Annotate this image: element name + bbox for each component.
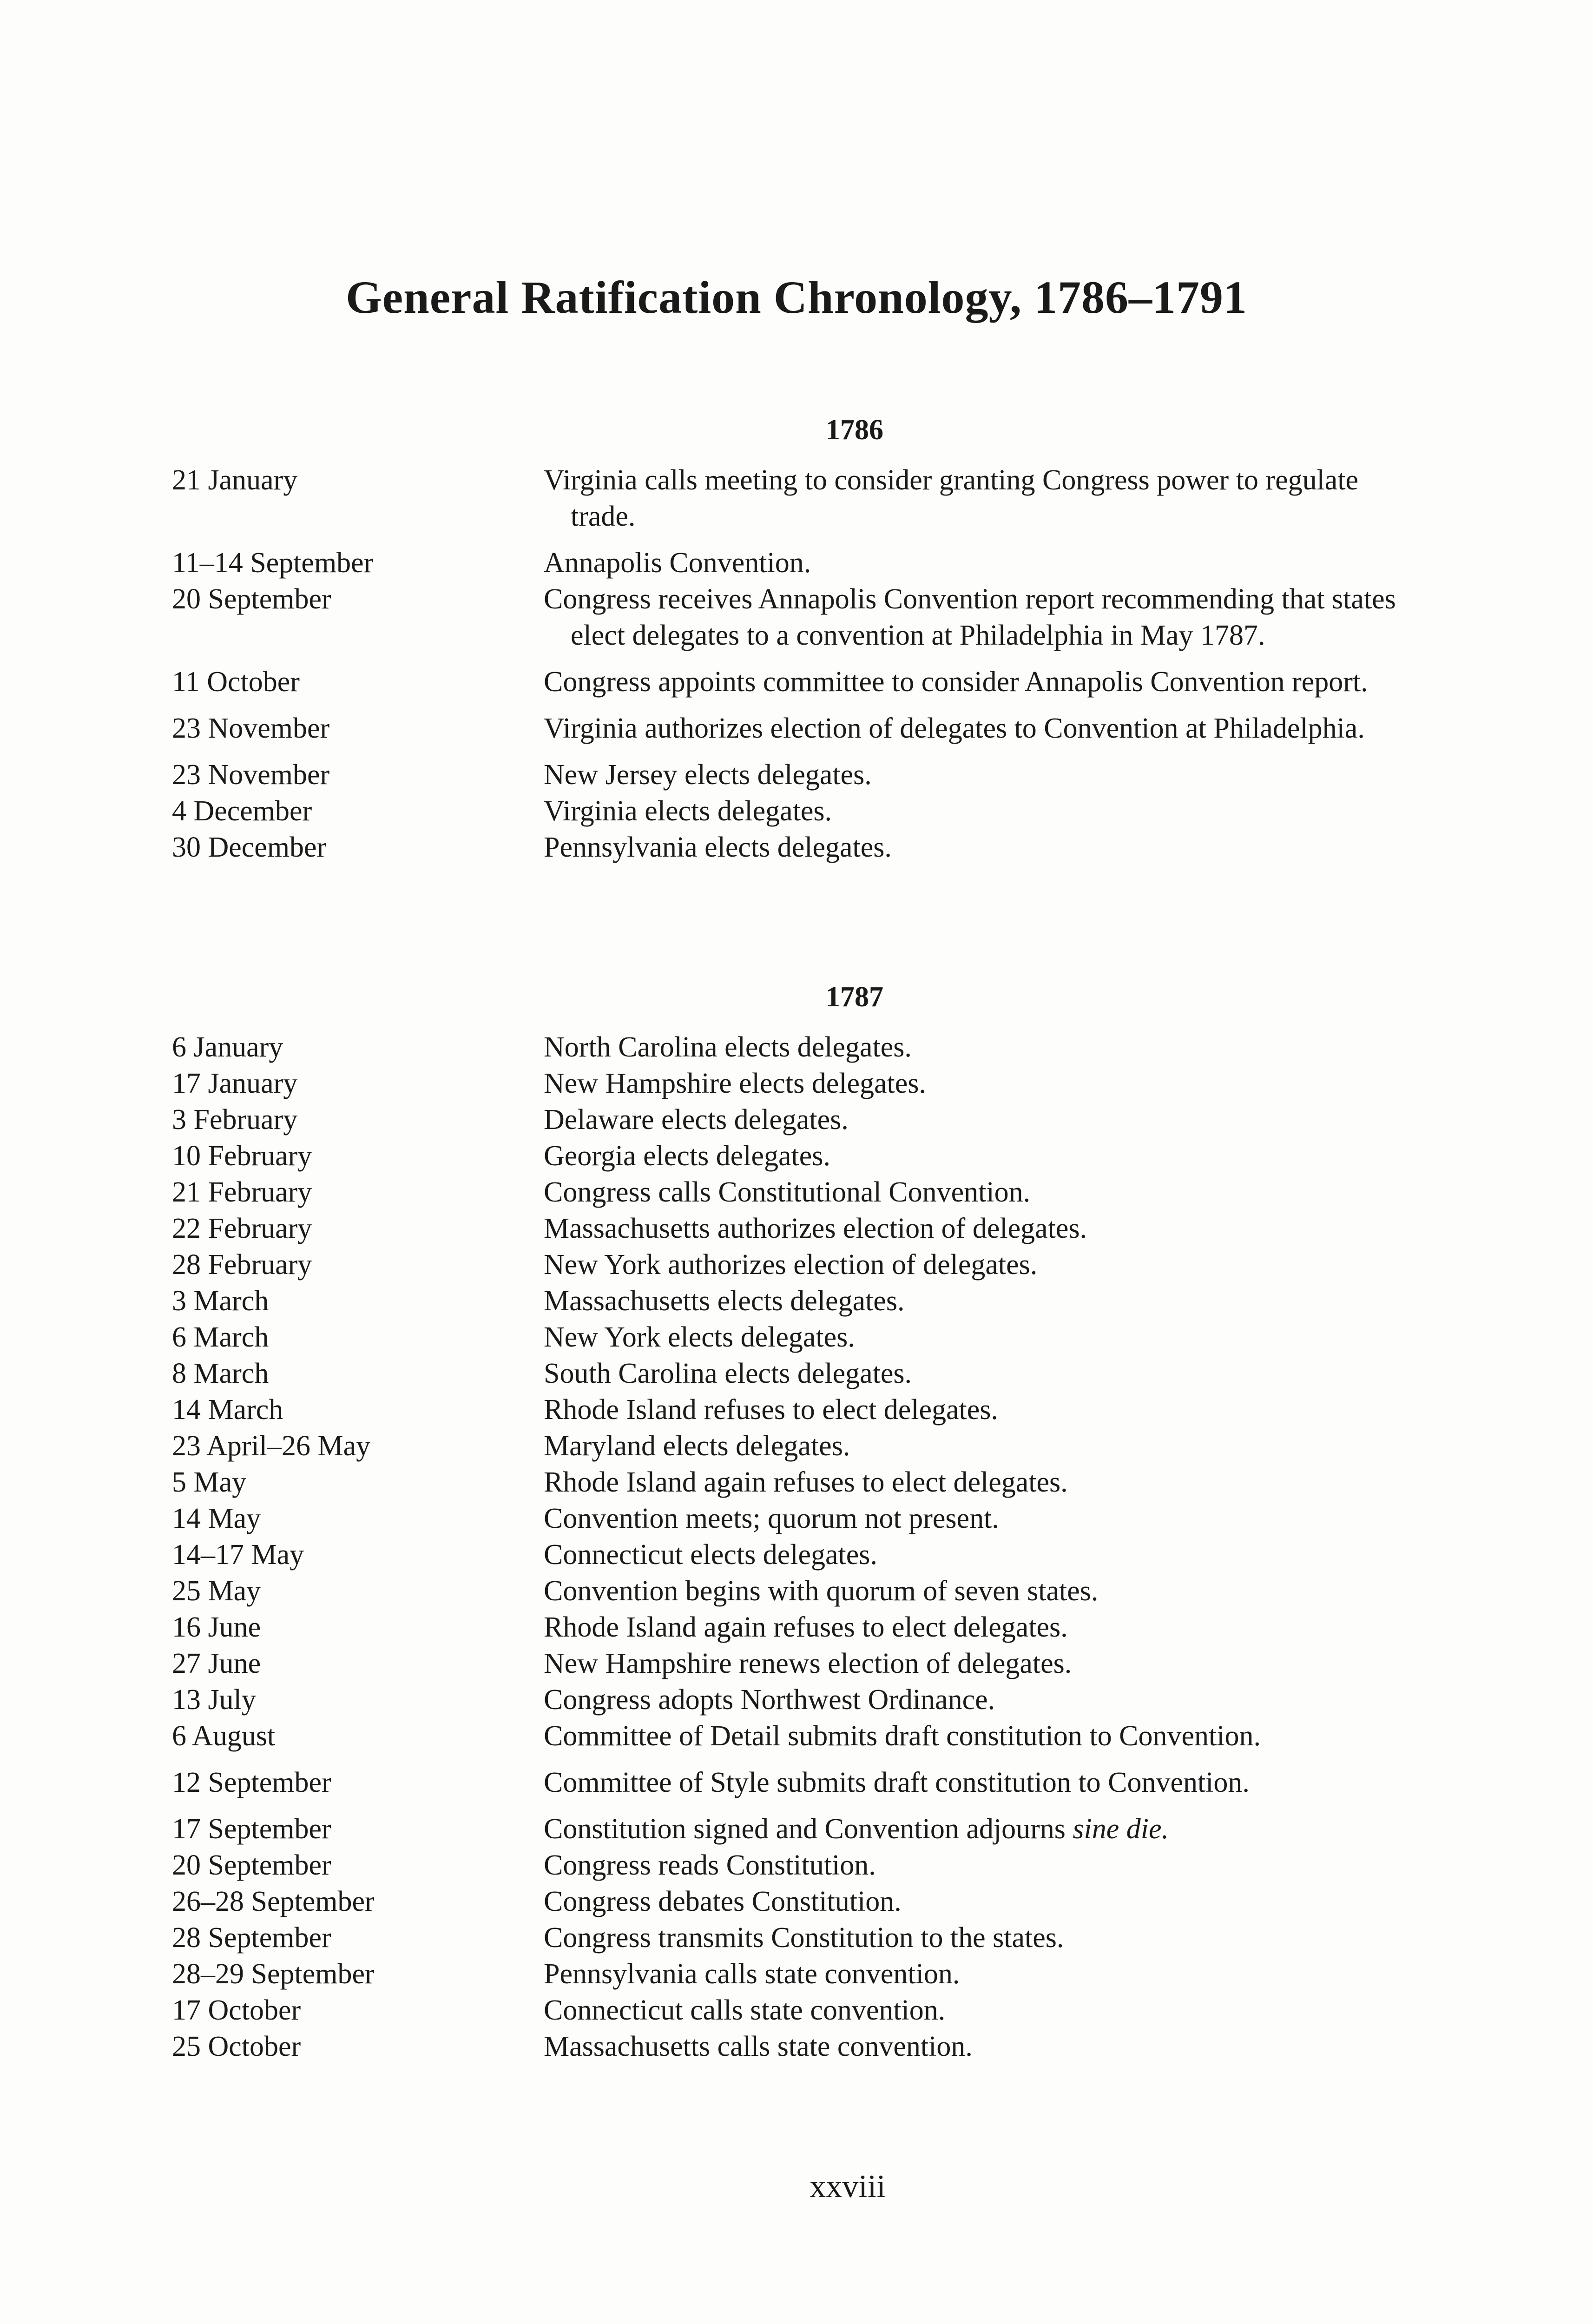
entry-date: 28 February: [172, 1249, 312, 1281]
entry-description: Committee of Detail submits draft constitution to Convention.: [544, 1720, 1261, 1752]
chronology-entry: [0, 1718, 1593, 1754]
entry-description: Congress calls Constitutional Convention.: [544, 1176, 1031, 1208]
chronology-entry: [0, 1464, 1593, 1500]
chronology-entry: [0, 793, 1593, 829]
chronology-entry: [0, 1174, 1593, 1210]
entry-description: Virginia elects delegates.: [544, 795, 832, 827]
chronology-entry: [0, 545, 1593, 581]
chronology-entry: [0, 1247, 1593, 1283]
entry-date: 16 June: [172, 1611, 261, 1643]
entry-date: 21 January: [172, 464, 298, 496]
entry-description: New York authorizes election of delegates.: [544, 1249, 1038, 1281]
entry-description: Georgia elects delegates.: [544, 1140, 830, 1172]
chronology-entry: [0, 1537, 1593, 1573]
chronology-entry: [0, 462, 1593, 535]
entry-description: Rhode Island refuses to elect delegates.: [544, 1394, 998, 1426]
entry-description: Congress adopts Northwest Ordinance.: [544, 1684, 995, 1716]
entry-date: 3 March: [172, 1285, 269, 1317]
entry-date: 30 December: [172, 832, 327, 863]
entry-date: 23 November: [172, 759, 330, 791]
entry-description: Massachusetts authorizes election of delegates.: [544, 1213, 1087, 1244]
page-title: General Ratification Chronology, 1786–1791: [345, 271, 1248, 323]
entry-description: Delaware elects delegates.: [544, 1104, 849, 1136]
chronology-entry: [0, 1682, 1593, 1718]
entry-description: Congress transmits Constitution to the states.: [544, 1922, 1064, 1954]
chronology-entry: [0, 1102, 1593, 1138]
chronology-list: [0, 462, 1593, 865]
entry-description: [544, 1811, 1402, 1847]
chronology-entry: [0, 710, 1593, 746]
entry-description: Congress debates Constitution.: [544, 1886, 902, 1917]
chronology-entry: [0, 1029, 1593, 1065]
chronology-entry: [0, 1883, 1593, 1920]
entry-description: Pennsylvania calls state convention.: [544, 1958, 960, 1990]
entry-date: 23 November: [172, 713, 330, 744]
year-heading: 1787: [826, 981, 883, 1013]
entry-description: Congress reads Constitution.: [544, 1849, 876, 1881]
entry-date: 25 May: [172, 1575, 261, 1607]
entry-date: 23 April–26 May: [172, 1430, 371, 1462]
chronology-entry: [0, 1992, 1593, 2028]
chronology-entry: [0, 1847, 1593, 1883]
entry-date: 28 September: [172, 1922, 331, 1954]
entry-description: New Hampshire elects delegates.: [544, 1068, 926, 1099]
entry-date: 20 September: [172, 1849, 331, 1881]
entry-date: 17 January: [172, 1068, 298, 1099]
entry-description: New Hampshire renews election of delegates.: [544, 1648, 1072, 1679]
entry-description: Connecticut elects delegates.: [544, 1539, 877, 1571]
entry-date: 26–28 September: [172, 1886, 375, 1917]
entry-date: 22 February: [172, 1213, 312, 1244]
chronology-entry: [0, 757, 1593, 793]
entry-date: 28–29 September: [172, 1958, 375, 1990]
entry-date: 6 January: [172, 1031, 283, 1063]
entry-description: Convention meets; quorum not present.: [544, 1503, 999, 1534]
chronology-list: [0, 1029, 1593, 2065]
entry-date: 14 May: [172, 1503, 261, 1534]
year-heading: 1786: [826, 414, 883, 446]
entry-date: 6 March: [172, 1321, 269, 1353]
chronology-entry: [0, 1283, 1593, 1319]
entry-description: Virginia calls meeting to consider granting Congress power to regulate trade.: [544, 464, 1359, 532]
chronology-entry: [0, 1355, 1593, 1392]
entry-description: Connecticut calls state convention.: [544, 1994, 946, 2026]
entry-description: New Jersey elects delegates.: [544, 759, 872, 791]
entry-description: Pennsylvania elects delegates.: [544, 832, 892, 863]
entry-description: Massachusetts calls state convention.: [544, 2031, 973, 2062]
entry-date: 25 October: [172, 2031, 301, 2062]
entry-description-italic: sine die.: [1073, 1813, 1169, 1845]
entry-date: 10 February: [172, 1140, 312, 1172]
entry-date: 11–14 September: [172, 547, 374, 579]
entry-description: New York elects delegates.: [544, 1321, 855, 1353]
section-1786: [0, 409, 1593, 865]
chronology-entry: [0, 1764, 1593, 1801]
entry-description: Congress appoints committee to consider Annapolis Convention report.: [544, 666, 1368, 698]
entry-description: Rhode Island again refuses to elect delegates.: [544, 1611, 1068, 1643]
chronology-entry: [0, 1609, 1593, 1645]
entry-description: Maryland elects delegates.: [544, 1430, 850, 1462]
entry-date: 11 October: [172, 666, 300, 698]
chronology-entry: [0, 1573, 1593, 1609]
entry-date: 13 July: [172, 1684, 256, 1716]
page-number: xxviii: [810, 2169, 886, 2205]
entry-date: 14–17 May: [172, 1539, 304, 1571]
chronology-entry: [0, 1392, 1593, 1428]
chronology-entry: [0, 1956, 1593, 1992]
entry-description: Virginia authorizes election of delegates to Convention at Philadelphia.: [544, 713, 1365, 744]
chronology-entry: [0, 1138, 1593, 1174]
entry-date: 3 February: [172, 1104, 298, 1136]
entry-date: 17 October: [172, 1994, 301, 2026]
entry-date: 17 September: [172, 1813, 331, 1845]
entry-date: 21 February: [172, 1176, 312, 1208]
chronology-entry: [0, 1428, 1593, 1464]
chronology-entry: [0, 2028, 1593, 2065]
entry-description: Convention begins with quorum of seven states.: [544, 1575, 1099, 1607]
chronology-entry: [0, 664, 1593, 700]
entry-date: 6 August: [172, 1720, 276, 1752]
chronology-entry: [0, 1920, 1593, 1956]
entry-description: North Carolina elects delegates.: [544, 1031, 912, 1063]
chronology-entry: [0, 1645, 1593, 1682]
entry-description: Rhode Island again refuses to elect delegates.: [544, 1466, 1068, 1498]
entry-date: 4 December: [172, 795, 312, 827]
entry-description: Massachusetts elects delegates.: [544, 1285, 905, 1317]
chronology-entry: [0, 1210, 1593, 1247]
entry-description: Congress receives Annapolis Convention report recommending that states elect delegates to a convention at Philadelphia in May 1787.: [544, 583, 1396, 651]
chronology-entry: [0, 1319, 1593, 1355]
entry-description: South Carolina elects delegates.: [544, 1358, 912, 1389]
entry-date: 20 September: [172, 583, 331, 615]
entry-date: 8 March: [172, 1358, 269, 1389]
chronology-entry: [0, 581, 1593, 654]
chronology-entry: [0, 1065, 1593, 1102]
entry-date: 5 May: [172, 1466, 247, 1498]
entry-date: 27 June: [172, 1648, 261, 1679]
entry-description: Annapolis Convention.: [544, 547, 811, 579]
chronology-entry: [0, 829, 1593, 865]
chronology-entry: [0, 1811, 1593, 1847]
entry-date: 12 September: [172, 1767, 331, 1798]
chronology-entry: [0, 1500, 1593, 1537]
section-1787: [0, 976, 1593, 2065]
entry-description: Committee of Style submits draft constitution to Convention.: [544, 1767, 1250, 1798]
entry-description-text: Constitution signed and Convention adjourns: [544, 1813, 1066, 1845]
entry-date: 14 March: [172, 1394, 283, 1426]
